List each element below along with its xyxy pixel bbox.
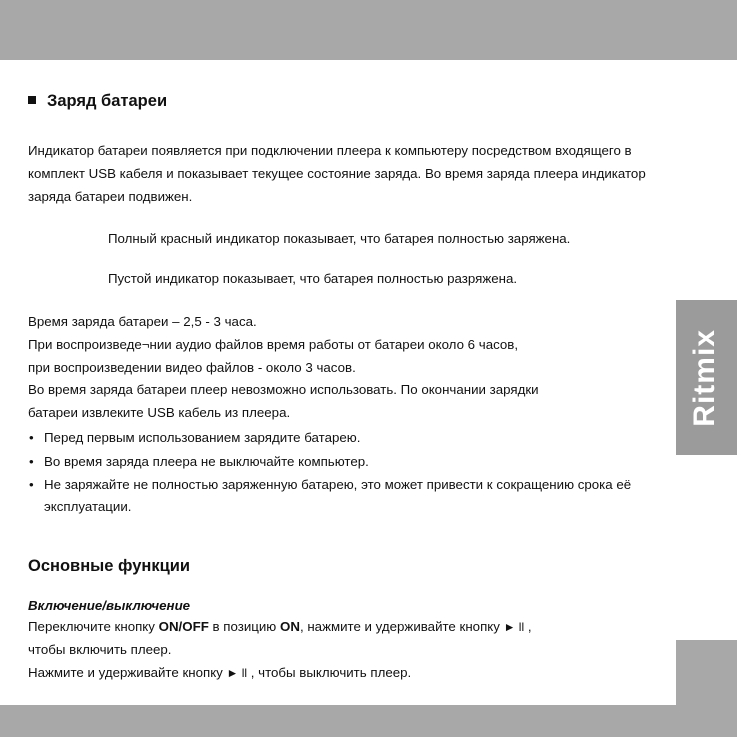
subheading-power-onoff: Включение/выключение bbox=[28, 598, 191, 614]
battery-charge-details bbox=[28, 311, 648, 425]
power-off-text-a: Нажмите и удерживайте кнопку bbox=[28, 665, 227, 681]
power-on-instruction bbox=[28, 616, 648, 639]
charge-time-line: Время заряда батареи – 2,5 - 3 часа. bbox=[28, 313, 257, 329]
list-item: • Не заряжайте не полностью заряженную батарею, это может привести к сокращению срока её эксплуатации. bbox=[28, 474, 648, 517]
brand-logo-text: Ritmix bbox=[687, 328, 721, 427]
video-playback-line: при воспроизведении видео файлов - около 3 часов. bbox=[28, 359, 356, 375]
power-on-instruction-line2: чтобы включить плеер. bbox=[28, 642, 172, 658]
section-heading-battery-text: Заряд батареи bbox=[47, 92, 168, 110]
section-heading-main-functions bbox=[28, 557, 648, 576]
bottom-grey-band bbox=[0, 705, 737, 737]
power-on-text-b: в позицию bbox=[208, 619, 280, 635]
section-heading-battery bbox=[28, 92, 648, 112]
power-on-text-a: Переключите кнопку bbox=[28, 619, 159, 635]
play-pause-icon: ► ll bbox=[226, 666, 248, 681]
top-grey-band bbox=[0, 0, 737, 44]
page-content bbox=[28, 92, 648, 685]
battery-intro-paragraph: Индикатор батареи появляется при подключении плеера к компьютеру посредством входящего в комплект USB кабеля и показывает текущее состояние заряда. Во время заряда плеера индикатор заряда батареи подвижен. bbox=[28, 142, 646, 204]
on-position-label: ON bbox=[279, 619, 300, 635]
section-heading-main-functions-text: Основные функции bbox=[28, 557, 191, 576]
battery-empty-indicator-note: Пустой индикатор показывает, что батарея полностью разряжена. bbox=[108, 270, 518, 286]
brand-logo bbox=[674, 300, 735, 455]
onoff-button-label: ON/OFF bbox=[158, 619, 209, 635]
power-on-text-d: , bbox=[524, 619, 532, 635]
page-sheet bbox=[0, 60, 676, 705]
charging-usage-line: Во время заряда батареи плеер невозможно использовать. По окончании зарядки bbox=[28, 382, 539, 398]
audio-playback-line: При воспроизведе¬нии аудио файлов время работы от батареи около 6 часов, bbox=[28, 336, 519, 352]
power-off-text-b: , чтобы выключить плеер. bbox=[247, 665, 412, 681]
list-item: • Перед первым использованием зарядите батарею. bbox=[28, 427, 648, 449]
remove-usb-line: батареи извлеките USB кабель из плеера. bbox=[28, 405, 291, 421]
battery-full-indicator-note: Полный красный индикатор показывает, что батарея полностью заряжена. bbox=[108, 231, 571, 247]
list-item: • Во время заряда плеера не выключайте компьютер. bbox=[28, 451, 648, 473]
power-off-instruction bbox=[28, 662, 648, 685]
power-on-text-c: , нажмите и удерживайте кнопку bbox=[299, 619, 504, 635]
play-pause-icon: ► ll bbox=[503, 620, 525, 635]
square-bullet-icon bbox=[28, 96, 36, 104]
battery-bullet-list bbox=[28, 427, 648, 517]
